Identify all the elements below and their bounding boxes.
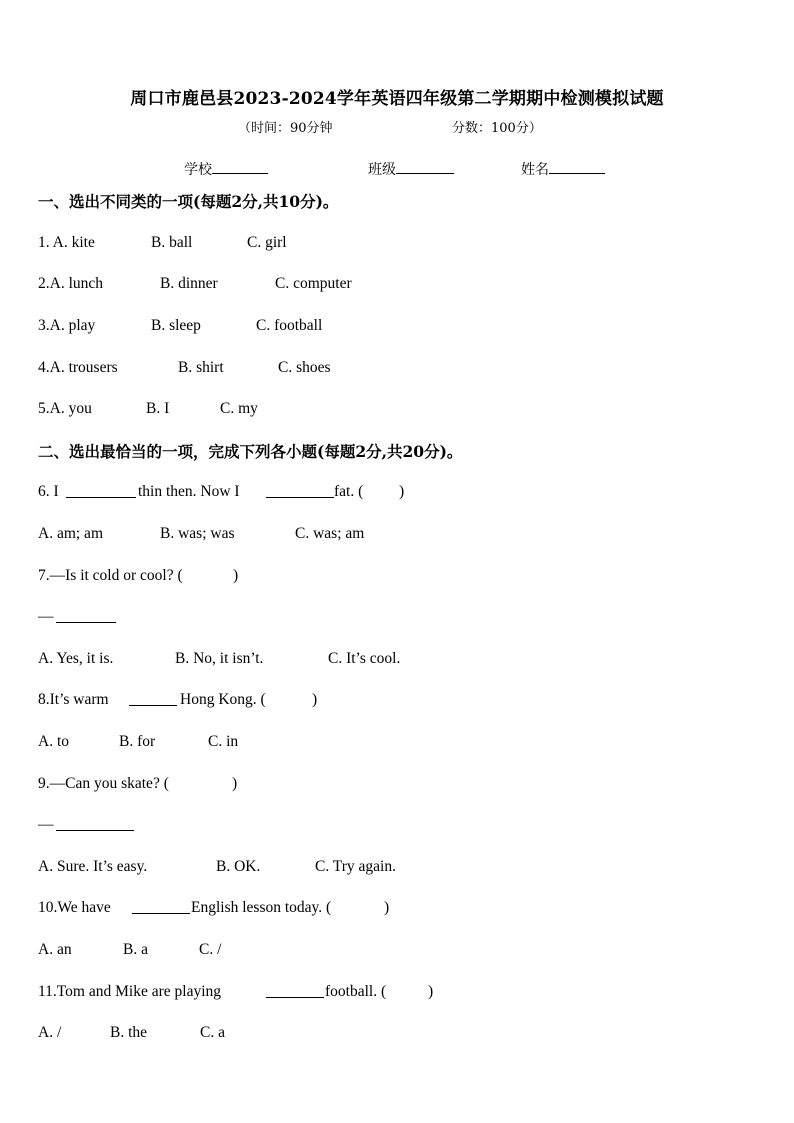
q10-option-c: C. / (199, 941, 222, 958)
exam-time: （时间：90分钟 (238, 121, 333, 136)
q1-option-a: 1. A. kite (38, 234, 95, 251)
q11-stem-end: football. ( (325, 983, 387, 1000)
section-1-heading: 一、选出不同类的一项(每题2分,共10分)。 (38, 192, 339, 211)
q11-blank[interactable] (266, 983, 324, 998)
q9-option-b: B. OK. (216, 858, 261, 875)
school-label: 学校 (184, 162, 212, 178)
section-2-heading: 二、选出最恰当的一项，完成下列各小题(每题2分,共20分)。 (38, 442, 463, 461)
q11-stem-start: 11.Tom and Mike are playing (38, 983, 222, 1000)
q6-answer-paren: ) (399, 483, 405, 500)
name-blank[interactable] (549, 159, 605, 174)
q10-stem-start: 10.We have (38, 899, 111, 916)
q3-option-a: 3.A. play (38, 317, 96, 334)
q7-option-a: A. Yes, it is. (38, 650, 114, 667)
q5-option-c: C. my (220, 400, 258, 417)
q3-option-b: B. sleep (151, 317, 201, 334)
q10-blank[interactable] (132, 899, 190, 914)
q5-option-b: B. I (146, 400, 170, 417)
q6-option-a: A. am; am (38, 525, 103, 542)
q6-stem-start: 6. I (38, 483, 59, 500)
q7-answer-paren: ) (233, 567, 239, 584)
q10-option-a: A. an (38, 941, 72, 958)
name-field (521, 159, 605, 179)
q9-stem: 9.—Can you skate? ( (38, 775, 169, 792)
q10-option-b: B. a (123, 941, 148, 958)
school-field (184, 159, 268, 179)
q8-stem-end: Hong Kong. ( (180, 691, 266, 708)
class-field (368, 159, 454, 179)
q10-stem-end: English lesson today. ( (191, 899, 332, 916)
q11-option-a: A. / (38, 1024, 62, 1041)
q1-option-c: C. girl (247, 234, 287, 251)
q2-option-b: B. dinner (160, 275, 218, 292)
q2-option-c: C. computer (275, 275, 352, 292)
class-label: 班级 (368, 162, 396, 178)
q9-blank[interactable] (56, 816, 134, 831)
q2-option-a: 2.A. lunch (38, 275, 104, 292)
exam-title: 周口市鹿邑县2023-2024学年英语四年级第二学期期中检测模拟试题 (130, 89, 664, 109)
q7-option-c: C. It’s cool. (328, 650, 401, 667)
q8-option-c: C. in (208, 733, 239, 750)
q11-option-c: C. a (200, 1024, 225, 1041)
q7-blank[interactable] (56, 608, 116, 623)
q6-blank-1[interactable] (66, 483, 136, 498)
q1-option-b: B. ball (151, 234, 193, 251)
name-label: 姓名 (521, 162, 549, 178)
q9-option-c: C. Try again. (315, 858, 396, 875)
q9-answer-paren: ) (232, 775, 238, 792)
school-blank[interactable] (212, 159, 268, 174)
q5-option-a: 5.A. you (38, 400, 92, 417)
q4-option-b: B. shirt (178, 359, 224, 376)
q6-option-b: B. was; was (160, 525, 235, 542)
q10-answer-paren: ) (384, 899, 390, 916)
q11-option-b: B. the (110, 1024, 148, 1041)
q8-blank[interactable] (129, 691, 177, 706)
q8-answer-paren: ) (312, 691, 318, 708)
q8-option-a: A. to (38, 733, 69, 750)
q6-blank-2[interactable] (266, 483, 334, 498)
class-blank[interactable] (396, 159, 454, 174)
q8-option-b: B. for (119, 733, 156, 750)
q8-stem-start: 8.It’s warm (38, 691, 109, 708)
q3-option-c: C. football (256, 317, 323, 334)
q9-option-a: A. Sure. It’s easy. (38, 858, 148, 875)
exam-score: 分数：100分） (452, 121, 542, 136)
q4-option-a: 4.A. trousers (38, 359, 118, 376)
q6-option-c: C. was; am (295, 525, 365, 542)
q6-stem-mid: thin then. Now I (138, 483, 240, 500)
q7-stem: 7.—Is it cold or cool? ( (38, 567, 183, 584)
q6-stem-end: fat. ( (334, 483, 364, 500)
q7-dash: — (38, 608, 54, 625)
q7-option-b: B. No, it isn’t. (175, 650, 264, 667)
q4-option-c: C. shoes (278, 359, 331, 376)
q11-answer-paren: ) (428, 983, 434, 1000)
q9-dash: — (38, 816, 54, 833)
